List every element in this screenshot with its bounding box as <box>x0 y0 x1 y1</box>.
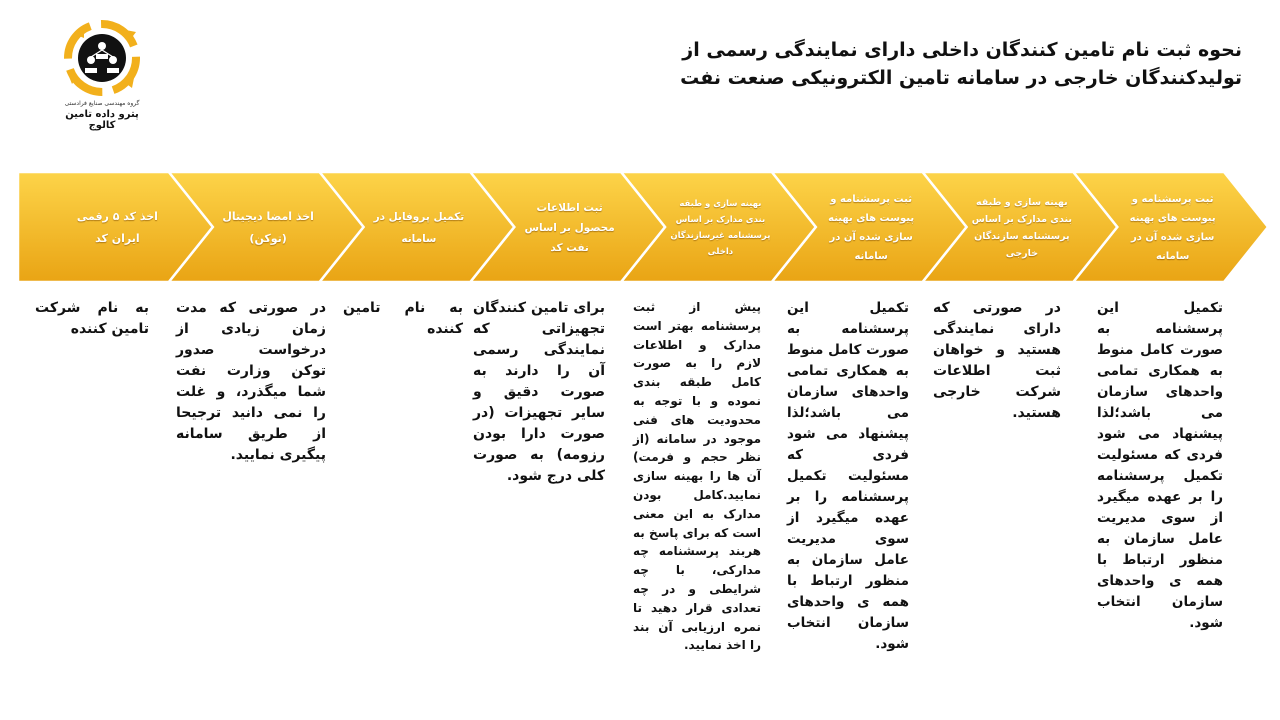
company-logo <box>52 20 152 131</box>
process-chevron-bar <box>0 170 1280 285</box>
step-label-6: تکمیل پروفایل در سامانه <box>373 211 465 245</box>
step-label-5: ثبت اطلاعات محصول بر اساس نفت کد <box>524 202 615 254</box>
step-label-8: اخذ کد ۵ رقمی ایران کد <box>76 210 158 245</box>
step-description-2: در صورتی که دارای نمایندگی هستید و خواهان ثبت اطلاعات شرکت خارجی هستید. <box>933 300 1061 421</box>
logo-subtitle: گروه مهندسی صنایع فرادستی <box>64 100 140 107</box>
logo-company-name: پترو داده تامین کالوج <box>65 109 139 131</box>
step-description-6: به نام تامین کننده <box>343 300 463 337</box>
step-description-3: تکمیل این پرسشنامه به صورت کامل منوط به همکاری تمامی واحدهای سازمان می باشد؛لذا پیشنهاد می شود فردی که مسئولیت تکمیل پرسشنامه را بر عهده میگیرد از سوی مدیریت عامل سازمان به منظور ارتباط با همه ی واحدهای سازمان انتخاب شود. <box>787 300 909 652</box>
step-label-1: ثبت پرسشنامه و پیوست های بهینه سازی شده آن در سامانه <box>1129 194 1216 262</box>
step-label-4: بهینه سازی و طبقه بندی مدارک بر اساس پرسشنامه غیرسازندگان داخلی <box>670 199 771 257</box>
step-description-5: برای تامین کنندگان تجهیزاتی که نمایندگی رسمی آن را دارند به صورت دقیق و سایر تجهیزات (در صورت دارا بودن رزومه) به صورت کلی درج شود. <box>473 300 605 484</box>
page-title: نحوه ثبت نام تامین کنندگان داخلی دارای نمایندگی رسمی از تولیدکنندگان خارجی در سامانه تامین الکترونیکی صنعت نفت <box>680 39 1242 89</box>
step-description-7: در صورتی که مدت زمان زیادی از درخواست صدور توکن وزارت نفت شما میگذرد، و غلت را نمی دانید ترجیحا از طریق سامانه پیگیری نمایید. <box>176 300 326 463</box>
step-label-2: بهینه سازی و طبقه بندی مدارک بر اساس پرسشنامه سازندگان خارجی <box>971 197 1072 259</box>
step-label-7: اخذ امضا دیجیتال (توکن) <box>222 210 314 245</box>
step-description-8: به نام شرکت تامین کننده <box>35 300 149 337</box>
step-label-3: ثبت پرسشنامه و پیوست های بهینه سازی شده آن در سامانه <box>828 194 915 262</box>
step-description-1: تکمیل این پرسشنامه به صورت کامل منوط به همکاری تمامی واحدهای سازمان می باشد؛لذا پیشنهاد می شود فردی که مسئولیت تکمیل پرسشنامه را بر عهده میگیرد از سوی مدیریت عامل سازمان به منظور ارتباط با همه ی واحدهای سازمان انتخاب شود. <box>1097 300 1223 631</box>
step-description-4: پیش از ثبت پرسشنامه بهتر است مدارک و اطلاعات لازم را به صورت کامل طبقه بندی نموده و با توجه به محدودیت های فنی موجود در سامانه (از نظر حجم و فرمت) آن ها را بهینه سازی نمایید.کامل بودن مدارک به این معنی است که برای پاسخ به هربند پرسشنامه چه مدارکی، با چه شرایطی و در چه تعدادی قرار دهید تا نمره ارزیابی آن بند را اخذ نمایید. <box>633 300 761 653</box>
network-people-icon <box>64 20 140 96</box>
